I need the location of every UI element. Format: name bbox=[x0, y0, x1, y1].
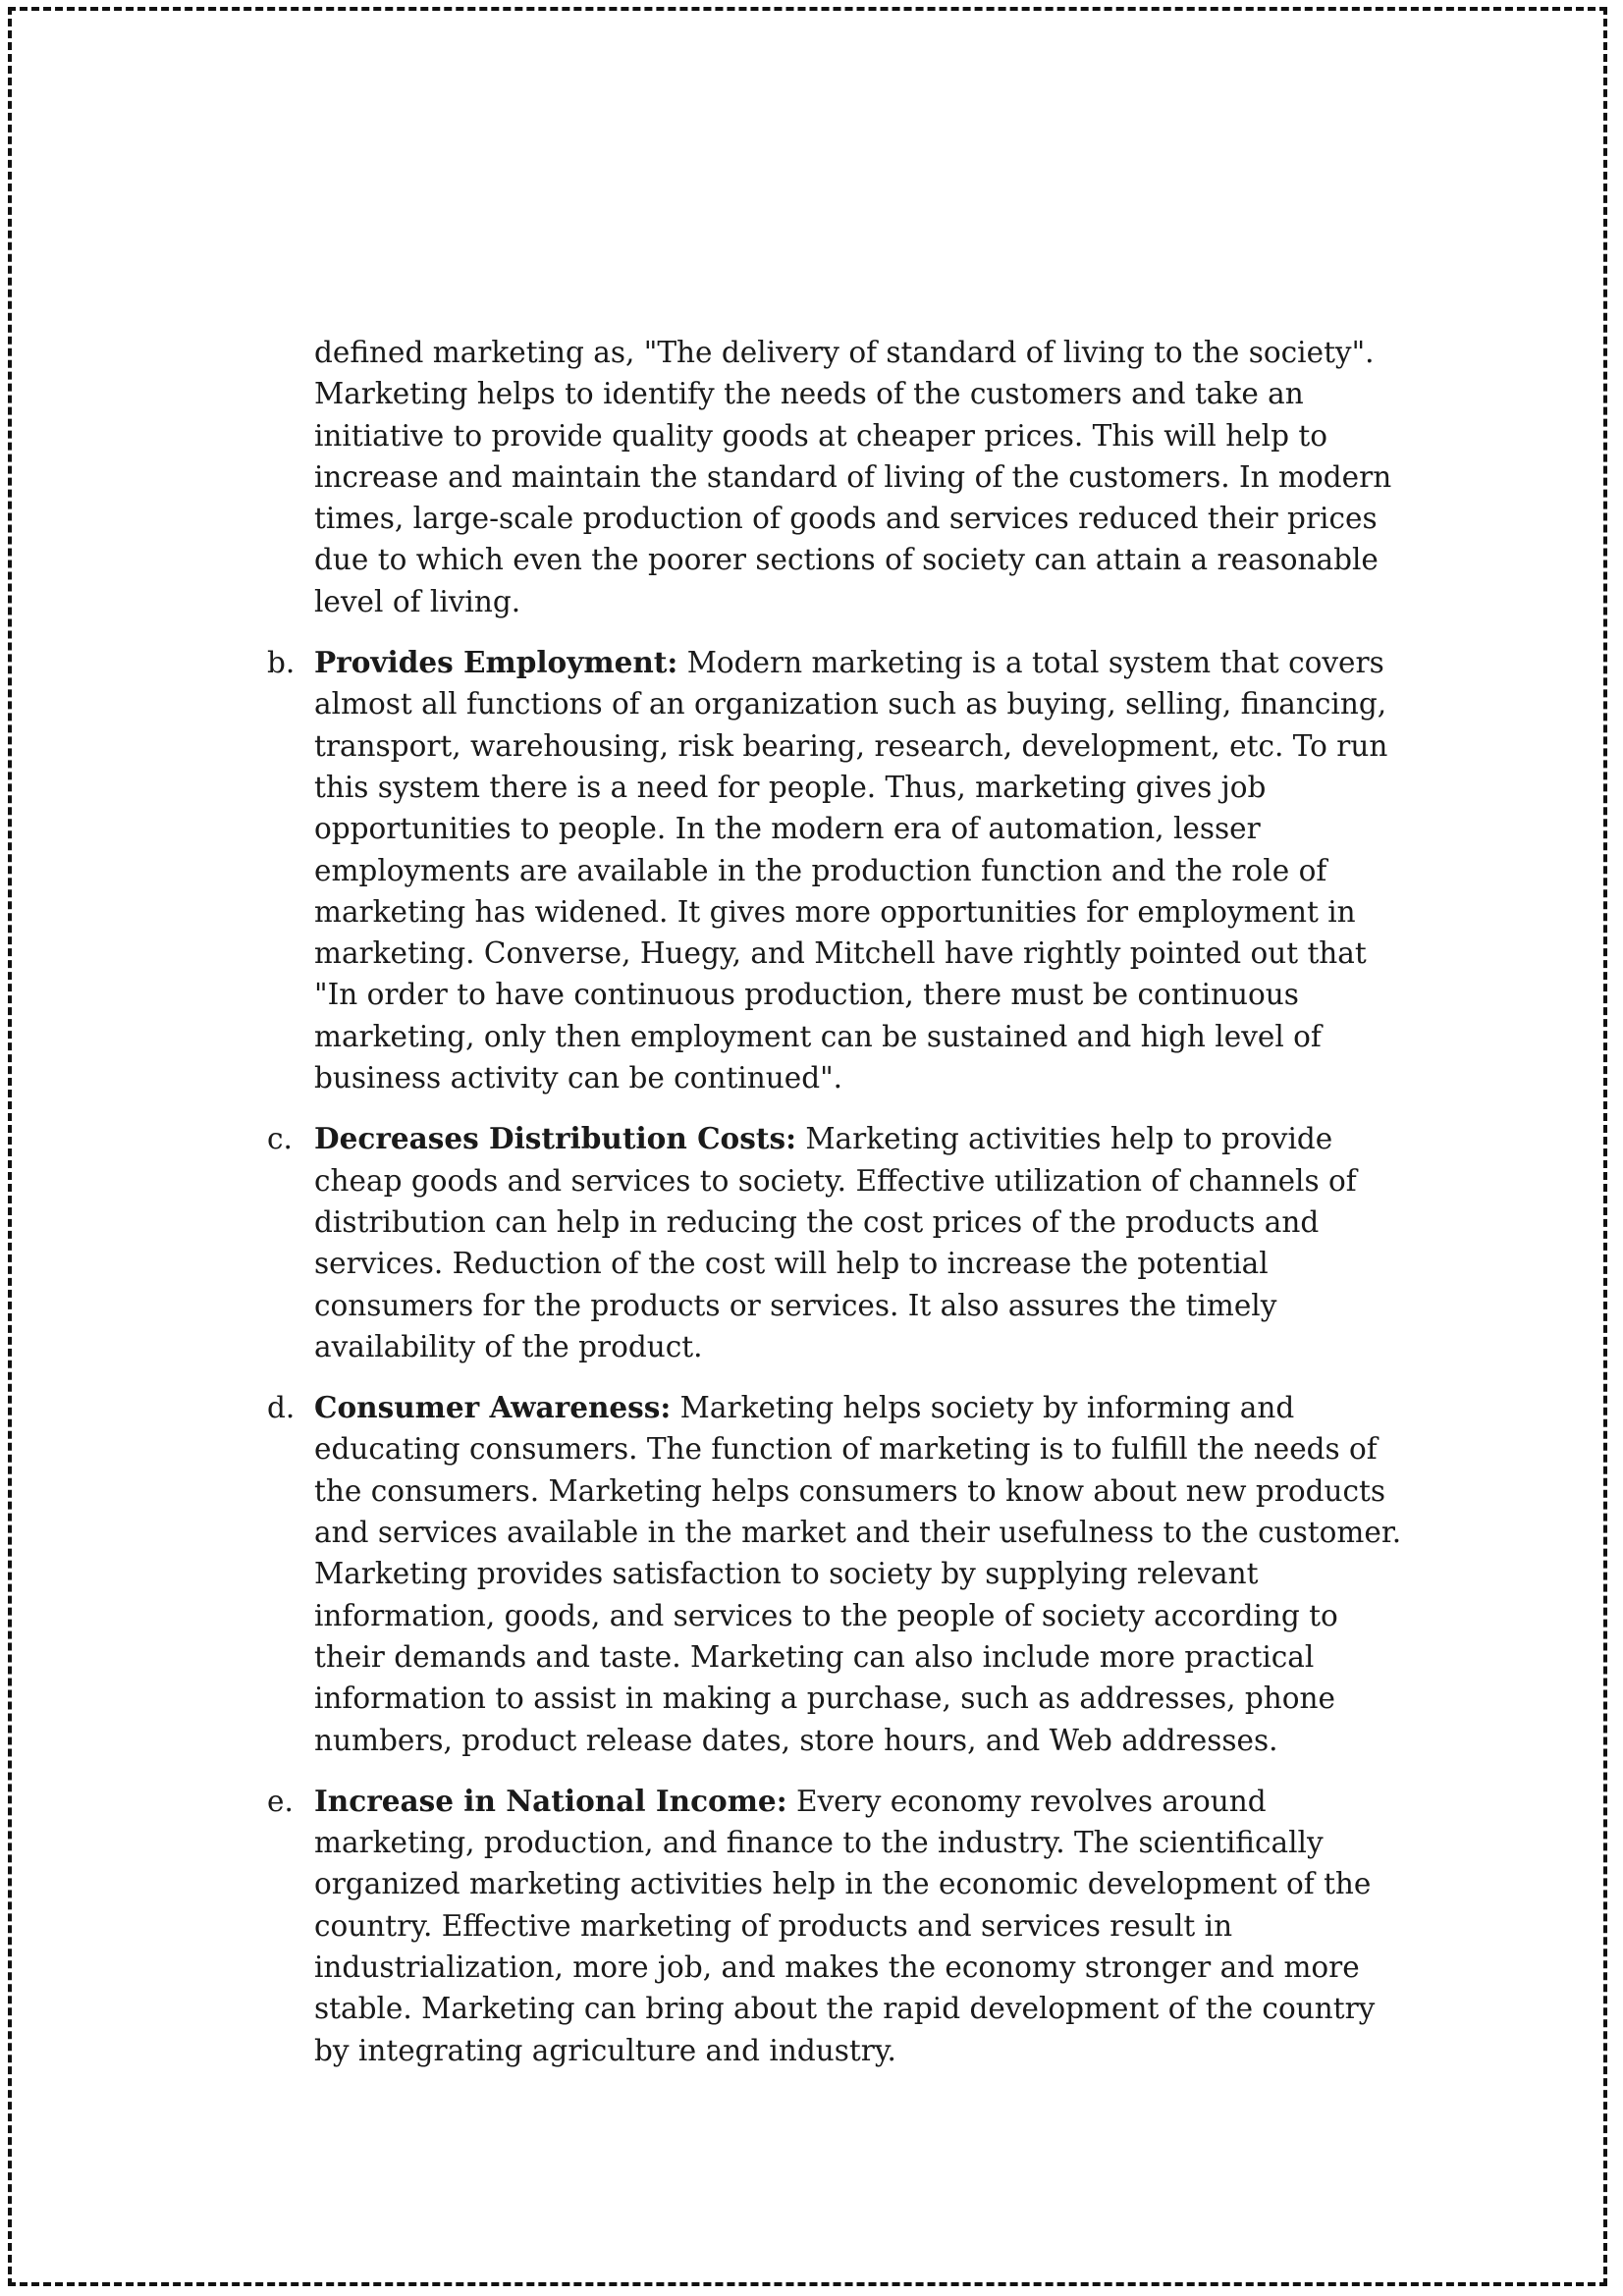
list-marker: d. bbox=[267, 1391, 296, 1425]
list-item-text: Modern marketing is a total system that covers almost all functions of an organization such as buying, selling, financing, transport, warehousing, risk bearing, research, development, etc. To run this system there is a need for people. Thus, marketing gives job opportunities to people. In the modern era of automation, lesser employments are available in the production function and the role of marketing has widened. It gives more opportunities for employment in marketing. Converse, Huegy, and Mitchell have rightly pointed out that "In order to have continuous production, there must be continuous marketing, only then employment can be sustained and high level of business activity can be continued". bbox=[314, 646, 1388, 1095]
list-item-term: Consumer Awareness: bbox=[314, 1390, 672, 1425]
list-item-text: Marketing helps society by informing and educating consumers. The function of marketing is to fulfill the needs of the consumers. Marketing helps consumers to know about new products and services available in the market and their usefulness to the customer. Marketing provides satisfaction to society by supplying relevant information, goods, and services to the people of society according to their demands and taste. Marketing can also include more practical information to assist in making a purchase, such as addresses, phone numbers, product release dates, store hours, and Web addresses. bbox=[314, 1391, 1402, 1757]
list-marker: c. bbox=[267, 1122, 293, 1156]
list-item-decreases-distribution-costs bbox=[265, 1118, 1414, 1367]
list-item-term: Provides Employment: bbox=[314, 645, 678, 680]
list-item-consumer-awareness bbox=[265, 1387, 1414, 1761]
list-marker: b. bbox=[267, 646, 296, 680]
list-item-increase-in-national-income bbox=[265, 1781, 1414, 2071]
list-item-term: Increase in National Income: bbox=[314, 1783, 787, 1818]
list-item-text: Marketing activities help to provide cheap goods and services to society. Effective utilization of channels of distribution can help in reducing the cost prices of the products and services. Reduction of the cost will help to increase the potential consumers for the products or services. It also assures the timely availability of the product. bbox=[314, 1122, 1357, 1363]
document-body bbox=[265, 332, 1414, 2071]
list-item-term: Decreases Distribution Costs: bbox=[314, 1121, 796, 1156]
list-marker: e. bbox=[267, 1784, 294, 1818]
list-item-provides-employment bbox=[265, 642, 1414, 1098]
list-item-text: Every economy revolves around marketing, production, and finance to the industry. The scientifically organized marketing activities help in the economic development of the country. Effective marketing of products and services result in industrialization, more job, and makes the economy stronger and more stable. Marketing can bring about the rapid development of the country by integrating agriculture and industry. bbox=[314, 1784, 1376, 2067]
intro-paragraph: defined marketing as, "The delivery of standard of living to the society". Marketing helps to identify the needs of the customers and take an initiative to provide quality goods at cheaper prices. This will help to increase and maintain the standard of living of the customers. In modern times, large-scale production of goods and services reduced their prices due to which even the poorer sections of society can attain a reasonable level of living. bbox=[314, 336, 1392, 618]
